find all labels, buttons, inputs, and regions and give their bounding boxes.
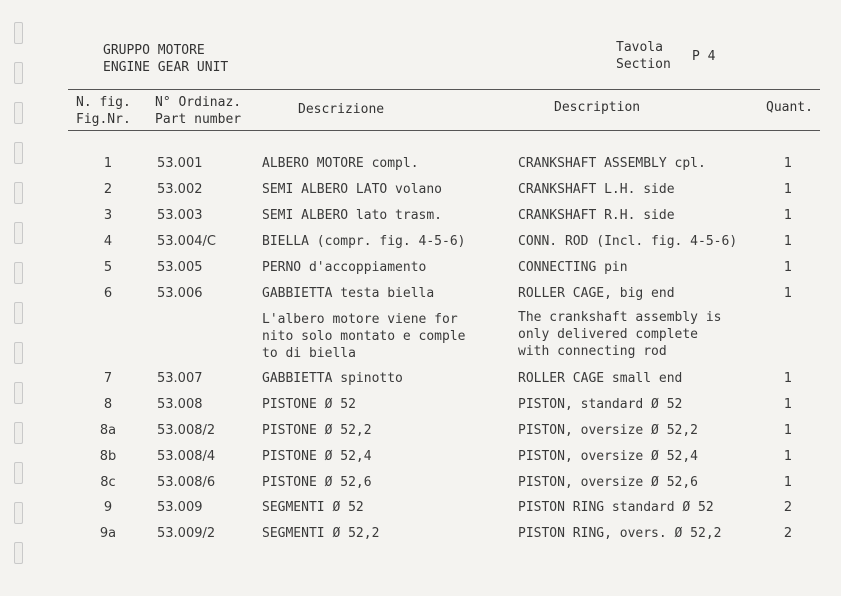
row-fig-number: 9a [99, 526, 117, 541]
row-description-italian: SEMI ALBERO lato trasm. [262, 208, 443, 223]
binder-hole [14, 342, 23, 364]
row-part-number: 53.008/2 [157, 423, 216, 438]
row-description-english: PISTON, oversize Ø 52,4 [518, 449, 699, 464]
row-fig-number: 4 [103, 234, 113, 249]
row-description-english: CRANKSHAFT ASSEMBLY cpl. [518, 156, 706, 171]
row-description-italian: SEGMENTI Ø 52 [262, 500, 364, 515]
note-english-line: The crankshaft assembly is [518, 310, 722, 325]
binder-hole [14, 222, 23, 244]
note-italian-line: to di biella [262, 346, 356, 361]
row-description-english: PISTON, oversize Ø 52,2 [518, 423, 699, 438]
row-part-number: 53.004/C [157, 234, 216, 249]
row-description-english: CONN. ROD (Incl. fig. 4-5-6) [518, 234, 738, 249]
row-part-number: 53.001 [157, 156, 203, 171]
row-fig-number: 8b [99, 449, 117, 464]
note-english-line: with connecting rod [518, 344, 667, 359]
binder-hole [14, 62, 23, 84]
row-description-english: ROLLER CAGE, big end [518, 286, 675, 301]
row-fig-number: 8 [103, 397, 113, 412]
row-quantity: 2 [783, 526, 793, 541]
binder-hole [14, 262, 23, 284]
row-fig-number: 3 [103, 208, 113, 223]
binder-hole [14, 102, 23, 124]
col-header-desc-en: Description [554, 100, 641, 115]
row-quantity: 1 [783, 234, 793, 249]
row-description-italian: PISTONE Ø 52,4 [262, 449, 372, 464]
binder-hole [14, 502, 23, 524]
group-title-italian: GRUPPO MOTORE [103, 43, 205, 58]
row-description-italian: BIELLA (compr. fig. 4-5-6) [262, 234, 466, 249]
tavola-label: Tavola [616, 40, 663, 55]
row-quantity: 1 [783, 208, 793, 223]
row-quantity: 1 [783, 475, 793, 490]
binder-hole [14, 542, 23, 564]
binder-hole [14, 22, 23, 44]
section-label: Section [616, 57, 671, 72]
row-description-italian: PISTONE Ø 52,6 [262, 475, 372, 490]
row-fig-number: 7 [103, 371, 113, 386]
header-top-rule [68, 89, 820, 90]
row-fig-number: 8a [99, 423, 117, 438]
row-description-english: PISTON, standard Ø 52 [518, 397, 683, 412]
row-part-number: 53.008/4 [157, 449, 216, 464]
row-description-italian: SEMI ALBERO LATO volano [262, 182, 443, 197]
row-fig-number: 9 [103, 500, 113, 515]
row-quantity: 1 [783, 182, 793, 197]
header-bottom-rule [68, 130, 820, 131]
row-description-english: PISTON RING, overs. Ø 52,2 [518, 526, 722, 541]
binder-hole [14, 382, 23, 404]
row-quantity: 1 [783, 286, 793, 301]
row-fig-number: 8c [100, 475, 116, 490]
row-part-number: 53.003 [157, 208, 203, 223]
row-description-italian: GABBIETTA testa biella [262, 286, 435, 301]
row-quantity: 2 [783, 500, 793, 515]
row-part-number: 53.005 [157, 260, 203, 275]
row-description-italian: ALBERO MOTORE compl. [262, 156, 419, 171]
binder-hole [14, 182, 23, 204]
row-quantity: 1 [783, 371, 793, 386]
note-italian-line: L'albero motore viene for [262, 312, 458, 327]
row-description-italian: PISTONE Ø 52 [262, 397, 356, 412]
note-english-line: only delivered complete [518, 327, 699, 342]
row-description-english: ROLLER CAGE small end [518, 371, 683, 386]
col-header-qty: Quant. [766, 100, 813, 115]
col-header-fig-it: N. fig. [76, 95, 131, 110]
row-part-number: 53.002 [157, 182, 203, 197]
row-quantity: 1 [783, 423, 793, 438]
binder-holes [14, 22, 28, 582]
binder-hole [14, 142, 23, 164]
row-description-english: CONNECTING pin [518, 260, 628, 275]
row-description-english: PISTON, oversize Ø 52,6 [518, 475, 699, 490]
row-description-italian: PISTONE Ø 52,2 [262, 423, 372, 438]
row-fig-number: 2 [103, 182, 113, 197]
row-quantity: 1 [783, 397, 793, 412]
row-part-number: 53.009 [157, 500, 203, 515]
row-fig-number: 5 [103, 260, 113, 275]
binder-hole [14, 462, 23, 484]
binder-hole [14, 422, 23, 444]
row-description-english: CRANKSHAFT L.H. side [518, 182, 675, 197]
col-header-part-en: Part number [155, 112, 242, 127]
table-code: P 4 [692, 49, 716, 64]
row-description-english: CRANKSHAFT R.H. side [518, 208, 675, 223]
row-part-number: 53.006 [157, 286, 203, 301]
row-quantity: 1 [783, 449, 793, 464]
row-part-number: 53.009/2 [157, 526, 216, 541]
col-header-desc-it: Descrizione [298, 102, 385, 117]
row-description-italian: GABBIETTA spinotto [262, 371, 403, 386]
row-part-number: 53.008/6 [157, 475, 216, 490]
binder-hole [14, 302, 23, 324]
col-header-part-it: N° Ordinaz. [155, 95, 242, 110]
row-description-italian: PERNO d'accoppiamento [262, 260, 427, 275]
row-part-number: 53.007 [157, 371, 203, 386]
row-description-english: PISTON RING standard Ø 52 [518, 500, 714, 515]
row-part-number: 53.008 [157, 397, 203, 412]
note-italian-line: nito solo montato e comple [262, 329, 466, 344]
row-description-italian: SEGMENTI Ø 52,2 [262, 526, 380, 541]
row-fig-number: 6 [103, 286, 113, 301]
row-quantity: 1 [783, 156, 793, 171]
col-header-fig-en: Fig.Nr. [76, 112, 131, 127]
group-title-english: ENGINE GEAR UNIT [103, 60, 229, 75]
row-quantity: 1 [783, 260, 793, 275]
row-fig-number: 1 [103, 156, 113, 171]
